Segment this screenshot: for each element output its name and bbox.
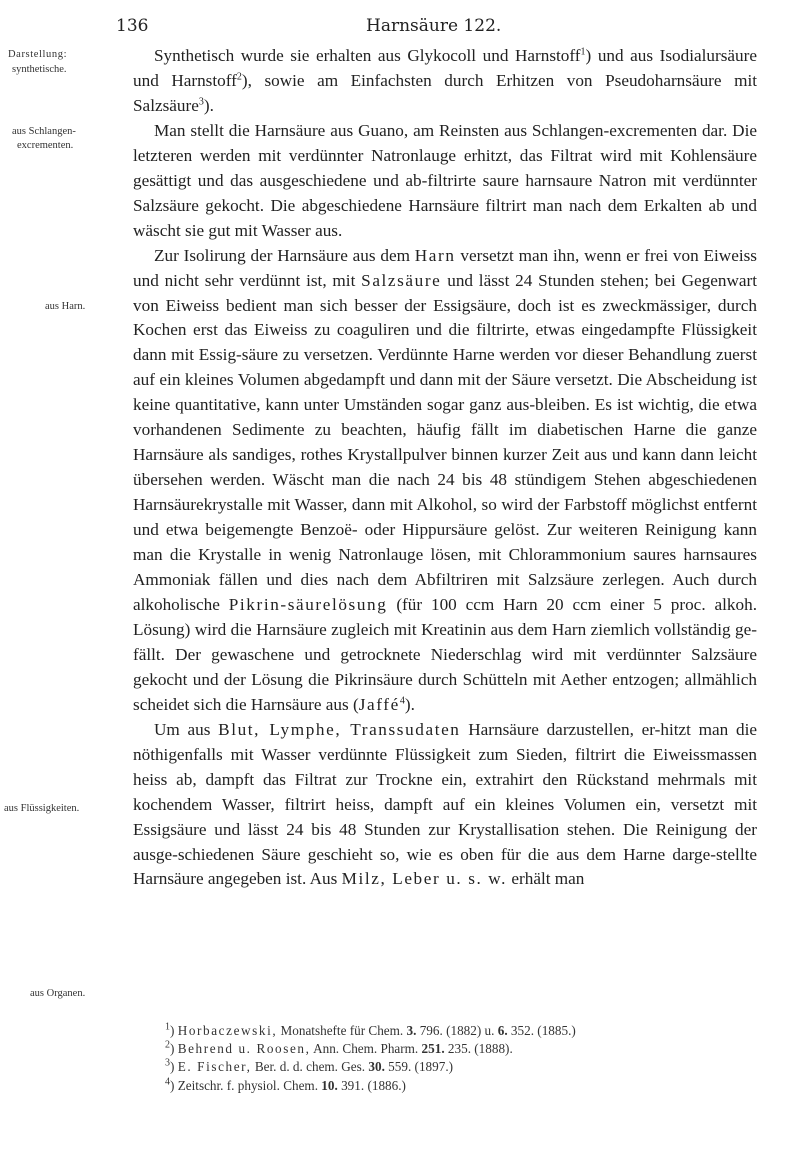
footnote: $^1$) Horbaczewski, Monatshefte für Chem. 3. 796. (1882) u. 6. 352. (1885.) xyxy=(165,1021,576,1038)
footnote: $^3$) E. Fischer, Ber. d. d. chem. Ges. 30. 559. (1897.) xyxy=(165,1058,454,1075)
footnotes xyxy=(165,1022,765,1095)
text-run: versetzt man ihn, wenn er frei von Eiweiss und nicht sehr verdünnt ist, mit xyxy=(133,245,757,290)
paragraph-schlangen: Man stellt die Harnsäure aus Guano, am Reinsten aus Schlangen-excrementen dar. Die letzteren werden mit verdünnter Natronlauge erhitzt, das Filtrat wird mit Kohlensäure gesättigt und das ausgeschiedene und ab-filtrirte saure harnsaure Natron mit verdünnter Salzsäure gekocht. Die abgeschiedene Harnsäure filtrirt man nach dem Erkalten ab und wäscht sie gut mit Wasser aus. xyxy=(133,120,757,240)
footnote: $^4$) Zeitschr. f. physiol. Chem. 10. 391. (1886.) xyxy=(165,1076,406,1093)
footnote-text: Ann. Chem. Pharm. xyxy=(310,1041,422,1057)
page-header xyxy=(0,16,801,40)
footnote-ref-2[interactable]: 2 xyxy=(236,71,242,83)
emphasis-harn: Harn xyxy=(414,245,456,265)
paragraph-synthese xyxy=(133,44,757,119)
footnote-mark: 4 xyxy=(165,1076,170,1088)
footnote-text: 235. (1888). xyxy=(444,1041,513,1057)
text-run: ). xyxy=(203,95,214,115)
emphasis-pikrinsaeure: Pikrin-säurelösung xyxy=(228,594,388,614)
footnote-mark: 2 xyxy=(165,1039,170,1051)
footnote-mark: 1 xyxy=(165,1021,170,1033)
footnote-text: Monatshefte für Chem. xyxy=(277,1023,407,1038)
main-text xyxy=(133,44,757,892)
text-run: (für 100 ccm Harn 20 ccm einer 5 proc. alkoh. Lösung) wird die Harnsäure zugleich mit Kreatinin aus dem Harn ziemlich vollständig ge-fällt. Der gewaschene und getrocknete Niederschlag wird mit verdünnter Salzsäure gekocht und der Lösung die Pikrinsäure durch Schütteln mit Aether entzogen; allmählich scheidet sich die Harnsäure aus ( xyxy=(133,594,757,714)
footnote-text: 796. (1882) u. xyxy=(416,1023,498,1038)
sidenote-organen: aus Organen. xyxy=(30,988,86,999)
footnote-volume: 3. xyxy=(406,1023,417,1038)
text-run: Harnsäure darzustellen, er-hitzt man die nöthigenfalls mit Wasser verdünnte Flüssigkeit zum Sieden, filtrirt die Eiweissmassen heiss ab, dampft das Filtrat zur Trockne ein, extrahirt den Rückstand mehrmals mit kochendem Wasser, filtrirt heiss, dampft auf ein kleines Volumen ein, versetzt mit Essigsäure und lässt 24 bis 48 Stunden zur Krystallisation stehen. Die Reinigung der ausge-schiedenen Säure geschieht so, wie es oben für die aus dem Harne darge-stellte Harnsäure angegeben ist. Aus xyxy=(133,719,757,889)
footnote-text: 352. (1885.) xyxy=(507,1023,576,1038)
sidenote-schlangen: aus Schlangen- xyxy=(12,126,76,137)
sidenote-excrementen: excrementen. xyxy=(17,140,74,151)
footnote-text: Ber. d. d. chem. Ges. xyxy=(251,1059,369,1075)
paragraph-fluessigkeiten xyxy=(133,718,757,893)
paragraph-harn xyxy=(133,244,757,718)
text-run: Zur Isolirung der Harnsäure aus dem xyxy=(154,245,415,265)
footnote-ref-1[interactable]: 1 xyxy=(580,46,586,58)
footnote-mark: 3 xyxy=(165,1058,170,1070)
footnote-ref-3[interactable]: 3 xyxy=(198,96,204,108)
page-number: 136 xyxy=(116,16,149,36)
emphasis-milz: Milz, Leber u. s. w. xyxy=(341,869,508,889)
text-run: erhält man xyxy=(507,869,585,889)
emphasis-blut: Blut, Lymphe, Transsudaten xyxy=(218,719,461,739)
running-head: Harnsäure 122. xyxy=(366,16,502,36)
footnote-volume: 10. xyxy=(321,1077,338,1093)
text-run: ) und aus Isodialursäure und Harnstoff xyxy=(133,46,757,90)
footnote-ref-4[interactable]: 4 xyxy=(399,695,405,707)
sidenote-fluessigkeiten: aus Flüssigkeiten. xyxy=(4,803,80,814)
footnote-text: 559. (1897.) xyxy=(384,1059,454,1075)
footnote-text: 391. (1886.) xyxy=(337,1077,406,1093)
sidenote-harn: aus Harn. xyxy=(45,301,86,312)
text-run: Um aus xyxy=(154,719,219,739)
footnote-author: Behrend u. Roosen, xyxy=(177,1041,311,1057)
sidenote-darstellung: Darstellung: xyxy=(8,49,68,60)
sidenote-synthetische: synthetische. xyxy=(12,64,67,75)
author-jaffe: Jaffé xyxy=(358,694,400,714)
text-run: ). xyxy=(404,694,415,714)
text-run: ), sowie am Einfachsten durch Erhitzen von Pseudoharnsäure mit Salzsäure xyxy=(133,70,757,115)
footnote-volume: 30. xyxy=(368,1059,385,1075)
footnote-author: Horbaczewski, xyxy=(177,1023,278,1038)
footnote-volume: 6. xyxy=(497,1023,508,1038)
text-run: Synthetisch wurde sie erhalten aus Glykocoll und Harnstoff xyxy=(154,46,581,65)
footnote-text: Zeitschr. f. physiol. Chem. xyxy=(177,1077,322,1093)
emphasis-salzsaeure: Salzsäure xyxy=(361,270,442,290)
footnote-volume: 251. xyxy=(421,1041,445,1057)
footnote: $^2$) Behrend u. Roosen, Ann. Chem. Pharm. 251. 235. (1888). xyxy=(165,1039,513,1057)
text-run: und lässt 24 Stunden stehen; bei Gegenwart von Eiweiss bedient man sich besser der Essigsäure, doch ist es zweckmässiger, durch Kochen erst das Eiweiss zu coaguliren und die filtrirte, etwas eingedampfte Flüssigkeit dann mit Essig-säure zu versetzen. Verdünnte Harne werden vor dieser Behandlung zuerst auf ein kleines Volumen abgedampft und dann mit der Säure versetzt. Die Abscheidung ist keine quantitative, kann unter Umständen sogar ganz aus-bleiben. Es ist wichtig, die etwa vorhandenen Sedimente zu beachten, häufig fällt im diabetischen Harne die ganze Harnsäure als sandiges, rothes Krystallpulver binnen kurzer Zeit aus und kann dann leicht übersehen werden. Wäscht man die nach 24 bis 48 stündigem Stehen abgeschiedenen Harnsäurekrystalle mit Wasser, dann mit Alkohol, so wird der Farbstoff möglichst entfernt und etwa beigemengte Benzoë- oder Hippursäure gelöst. Zur weiteren Reinigung kann man die Krystalle in wenig Natronlauge lösen, mit Chlorammonium saures harnsaures Ammoniak fällen und dies nach dem Abfiltriren mit Salzsäure zerlegen. Auch durch alkoholische xyxy=(133,270,757,614)
footnote-author: E. Fischer, xyxy=(177,1059,252,1075)
